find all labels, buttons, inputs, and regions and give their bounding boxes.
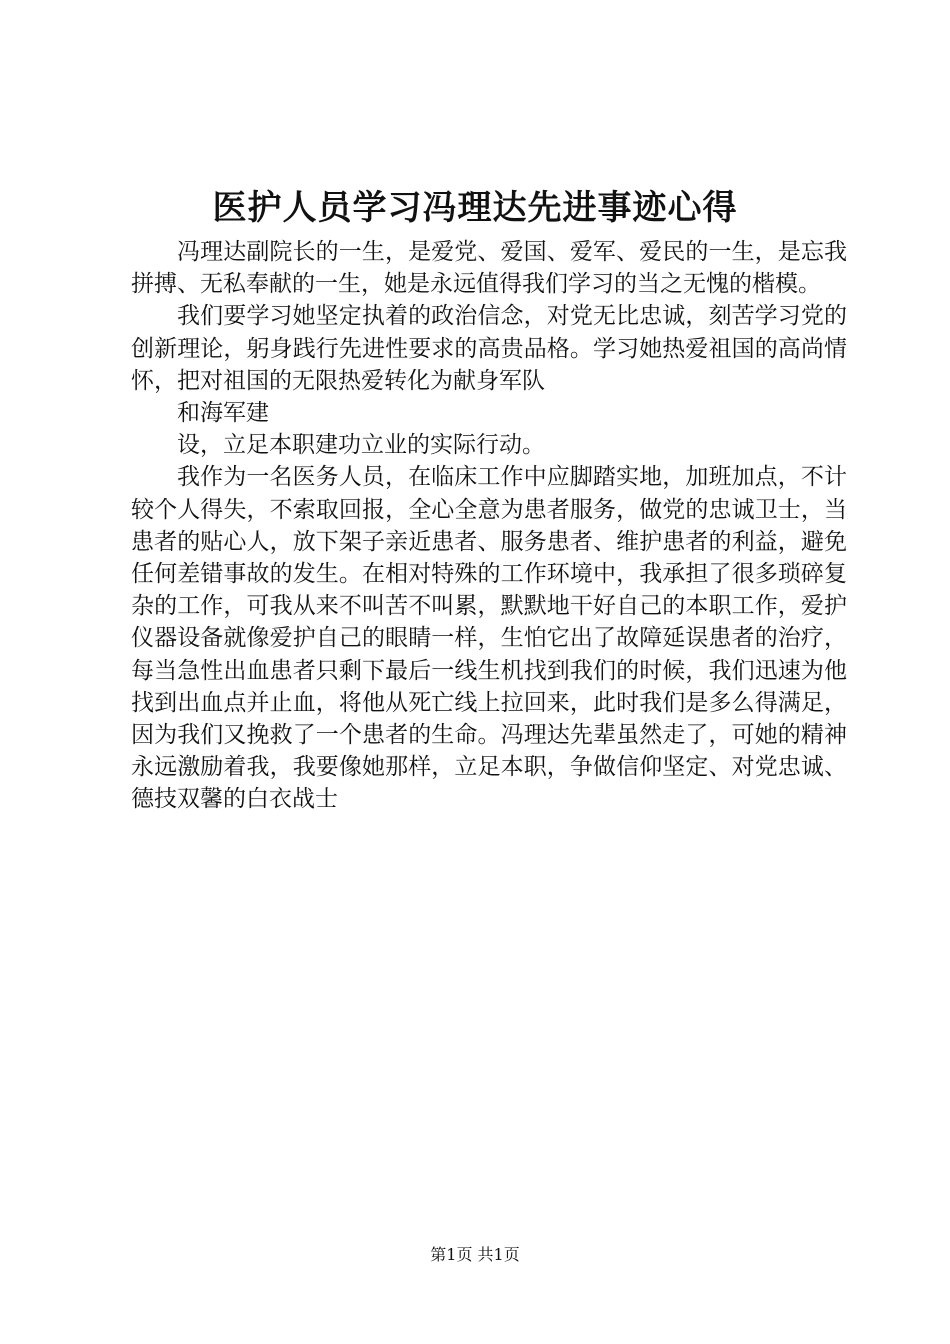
paragraph: 我们要学习她坚定执着的政治信念，对党无比忠诚，刻苦学习党的创新理论，躬身践行先进性要求的高贵品格。学习她热爱祖国的高尚情怀，把对祖国的无限热爱转化为献身军队 — [131, 303, 847, 394]
document-body — [131, 236, 847, 816]
paragraph: 我作为一名医务人员，在临床工作中应脚踏实地，加班加点，不计较个人得失，不索取回报，全心全意为患者服务，做党的忠诚卫士，当患者的贴心人，放下架子亲近患者、服务患者、维护患者的利益，避免任何差错事故的发生。在相对特殊的工作环境中，我承担了很多琐碎复杂的工作，可我从来不叫苦不叫累，默默地干好自己的本职工作，爱护仪器设备就像爱护自己的眼睛一样，生怕它出了故障延误患者的治疗，每当急性出血患者只剩下最后一线生机找到我们的时候，我们迅速为他找到出血点并止血，将他从死亡线上拉回来，此时我们是多么得满足，因为我们又挽救了一个患者的生命。冯理达先辈虽然走了，可她的精神永远激励着我，我要像她那样，立足本职，争做信仰坚定、对党忠诚、德技双馨的白衣战士 — [131, 464, 847, 813]
paragraph: 和海军建 — [177, 400, 269, 427]
page-footer: 第1页 共1页 — [430, 1245, 520, 1264]
paragraph: 设，立足本职建功立业的实际行动。 — [177, 432, 545, 459]
document-title: 医护人员学习冯理达先进事迹心得 — [212, 188, 738, 228]
paragraph: 冯理达副院长的一生，是爱党、爱国、爱军、爱民的一生，是忘我拼搏、无私奉献的一生，她是永远值得我们学习的当之无愧的楷模。 — [131, 239, 847, 298]
